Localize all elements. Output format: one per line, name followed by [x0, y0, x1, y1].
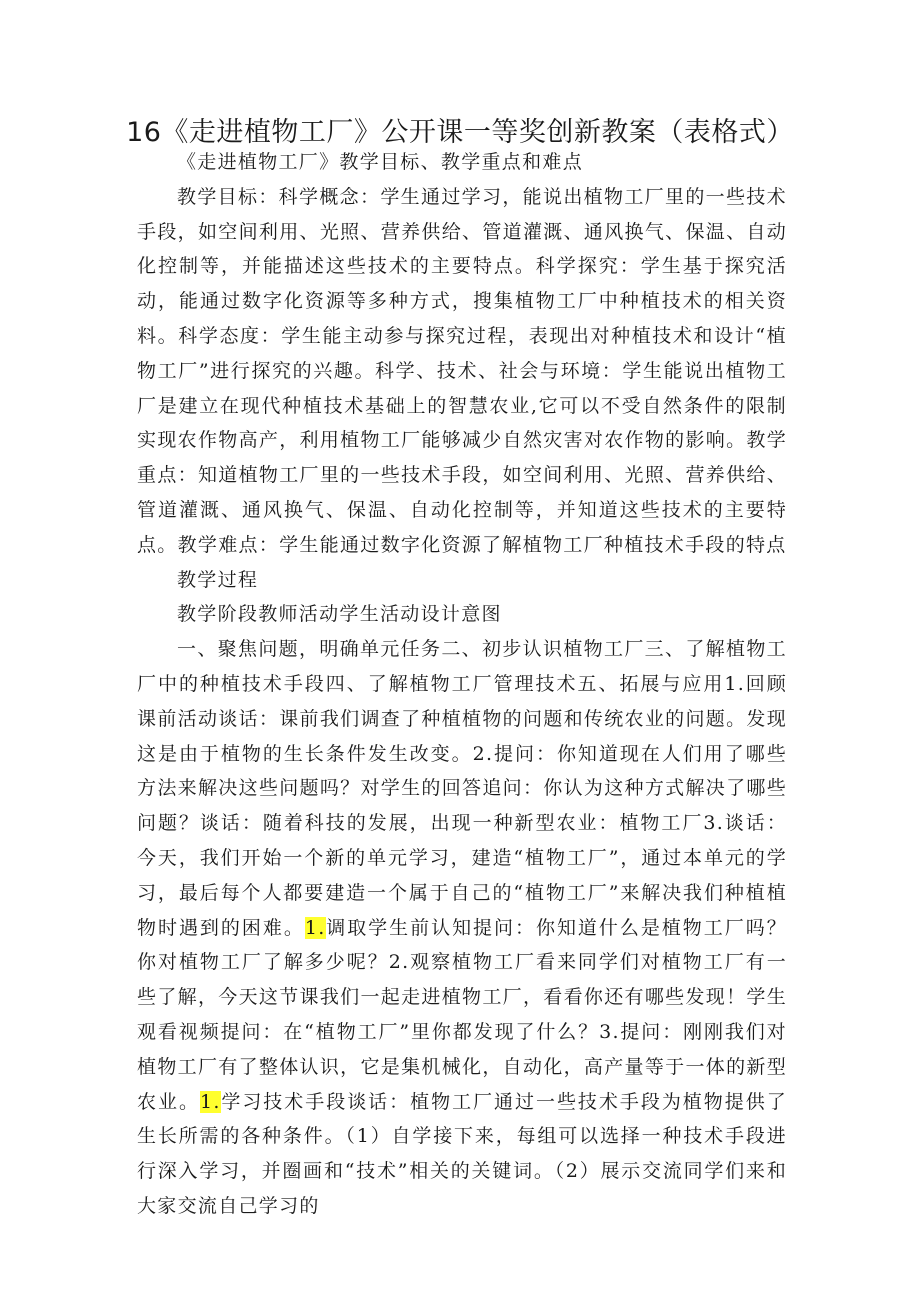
- document-body: [137, 145, 787, 1224]
- content-paragraph: [137, 632, 787, 1224]
- subtitle: 《走进植物工厂》教学目标、教学重点和难点: [177, 151, 584, 173]
- document-title: 16《走进植物工厂》公开课一等奖创新教案（表格式）: [126, 117, 794, 148]
- objectives-paragraph: 教学目标：科学概念：学生通过学习，能说出植物工厂里的一些技术手段，如空间利用、光照、营养供给、管道灌溉、通风换气、保温、自动化控制等，并能描述这些技术的主要特点。科学探究：学生基于探究活动，能通过数字化资源等多种方式，搜集植物工厂中种植技术的相关资料。科学态度：学生能主动参与探究过程，表现出对种植技术和设计“植物工厂”进行探究的兴趣。科学、技术、社会与环境：学生能说出植物工厂是建立在现代种植技术基础上的智慧农业,它可以不受自然条件的限制实现农作物高产，利用植物工厂能够减少自然灾害对农作物的影响。教学重点：知道植物工厂里的一些技术手段，如空间利用、光照、营养供给、管道灌溉、通风换气、保温、自动化控制等，并知道这些技术的主要特点。教学难点：学生能通过数字化资源了解植物工厂种植技术手段的特点: [137, 185, 787, 556]
- process-heading: 教学过程: [177, 568, 259, 591]
- content-text-part3: 学习技术手段谈话：植物工厂通过一些技术手段为植物提供了生长所需的各种条件。（1）自学接下来，每组可以选择一种技术手段进行深入学习，并圈画和“技术”相关的关键词。（2）展示交流同学们来和大家交流自己学习的: [137, 1090, 787, 1217]
- content-text-part2: 调取学生前认知提问：你知道什么是植物工厂吗？你对植物工厂了解多少呢？2.观察植物工厂看来同学们对植物工厂有一些了解，今天这节课我们一起走进植物工厂，看看你还有哪些发现！学生观看视频提问：在“植物工厂”里你都发现了什么？3.提问：刚刚我们对植物工厂有了整体认识，它是集机械化，自动化，高产量等于一体的新型农业。: [137, 916, 787, 1113]
- highlight-marker-1: 1.: [304, 916, 326, 939]
- content-text-part1: 一、聚焦问题，明确单元任务二、初步认识植物工厂三、了解植物工厂中的种植技术手段四、了解植物工厂管理技术五、拓展与应用1.回顾课前活动谈话：课前我们调查了种植植物的问题和传统农业的问题。发现这是由于植物的生长条件发生改变。2.提问：你知道现在人们用了哪些方法来解决这些问题吗？对学生的回答追问：你认为这种方式解决了哪些问题？谈话：随着科技的发展，出现一种新型农业：植物工厂3.谈话：今天，我们开始一个新的单元学习，建造“植物工厂”，通过本单元的学习，最后每个人都要建造一个属于自己的“植物工厂”来解决我们种植植物时遇到的困难。: [137, 638, 787, 939]
- highlight-marker-2: 1.: [199, 1090, 221, 1113]
- table-header-row: 教学阶段教师活动学生活动设计意图: [177, 603, 502, 626]
